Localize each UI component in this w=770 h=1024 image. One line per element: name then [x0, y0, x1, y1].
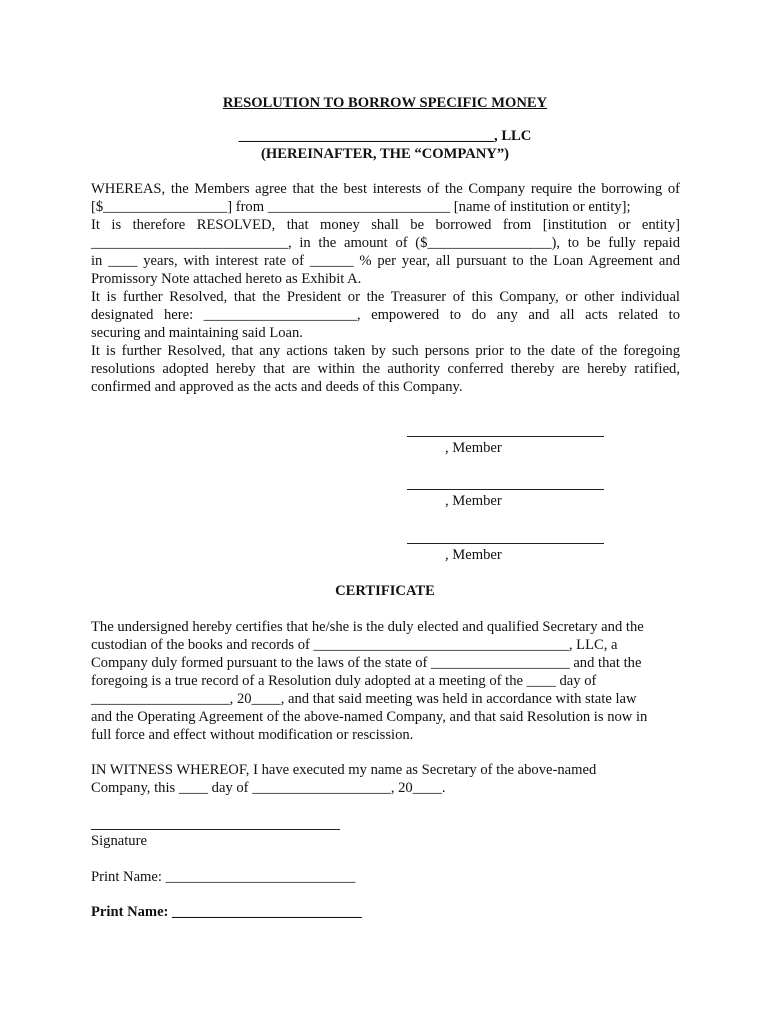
resolution-line: in ____ years, with interest rate of ______ % per year, all pursuant to the Loan Agreement and: [91, 253, 680, 269]
member-signature-line[interactable]: [407, 489, 604, 490]
member-signature-line[interactable]: [407, 436, 604, 437]
resolution-line: WHEREAS, the Members agree that the best interests of the Company require the borrowing of: [91, 181, 680, 197]
certificate-line: custodian of the books and records of ___________________________________, LLC, a: [91, 637, 618, 653]
resolution-line: Promissory Note attached hereto as Exhibit A.: [91, 271, 362, 287]
member-label: , Member: [445, 547, 502, 563]
certificate-line: The undersigned hereby certifies that he/she is the duly elected and qualified Secretary and the: [91, 619, 644, 635]
resolution-line: It is further Resolved, that any actions taken by such persons prior to the date of the foregoing: [91, 343, 680, 359]
resolution-line: confirmed and approved as the acts and deeds of this Company.: [91, 379, 463, 395]
member-signature-line[interactable]: [407, 543, 604, 544]
certificate-line: full force and effect without modification or rescission.: [91, 727, 414, 743]
resolution-line: designated here: _____________________, empowered to do any and all acts related to: [91, 307, 680, 323]
certificate-line: foregoing is a true record of a Resolution duly adopted at a meeting of the ____ day of: [91, 673, 597, 689]
resolution-line: It is therefore RESOLVED, that money shall be borrowed from [institution or entity]: [91, 217, 680, 233]
member-label: , Member: [445, 440, 502, 456]
print-name-field-bold[interactable]: Print Name: __________________________: [91, 904, 362, 920]
certificate-heading: CERTIFICATE: [335, 583, 435, 599]
signature-label: Signature: [91, 833, 147, 849]
certificate-line: Company duly formed pursuant to the laws of the state of ___________________ and that the: [91, 655, 642, 671]
secretary-signature-line[interactable]: [91, 829, 340, 830]
resolution-line: resolutions adopted hereby that are within the authority conferred thereby are hereby ratified,: [91, 361, 680, 377]
company-name-line: ___________________________________, LLC: [238, 128, 532, 144]
document-title: RESOLUTION TO BORROW SPECIFIC MONEY: [222, 95, 548, 111]
witness-line: Company, this ____ day of ___________________, 20____.: [91, 780, 446, 796]
witness-line: IN WITNESS WHEREOF, I have executed my name as Secretary of the above-named: [91, 762, 597, 778]
resolution-line: ___________________________, in the amount of ($_________________), to be fully repaid: [91, 235, 680, 251]
certificate-line: ___________________, 20____, and that said meeting was held in accordance with state law: [91, 691, 637, 707]
certificate-line: and the Operating Agreement of the above-named Company, and that said Resolution is now in: [91, 709, 648, 725]
print-name-field[interactable]: Print Name: __________________________: [91, 869, 356, 885]
resolution-line: securing and maintaining said Loan.: [91, 325, 303, 341]
resolution-line: [$_________________] from _________________________ [name of institution or entity];: [91, 199, 631, 215]
hereinafter-line: (HEREINAFTER, THE “COMPANY”): [261, 146, 509, 162]
resolution-line: It is further Resolved, that the President or the Treasurer of this Company, or other individual: [91, 289, 680, 305]
member-label: , Member: [445, 493, 502, 509]
